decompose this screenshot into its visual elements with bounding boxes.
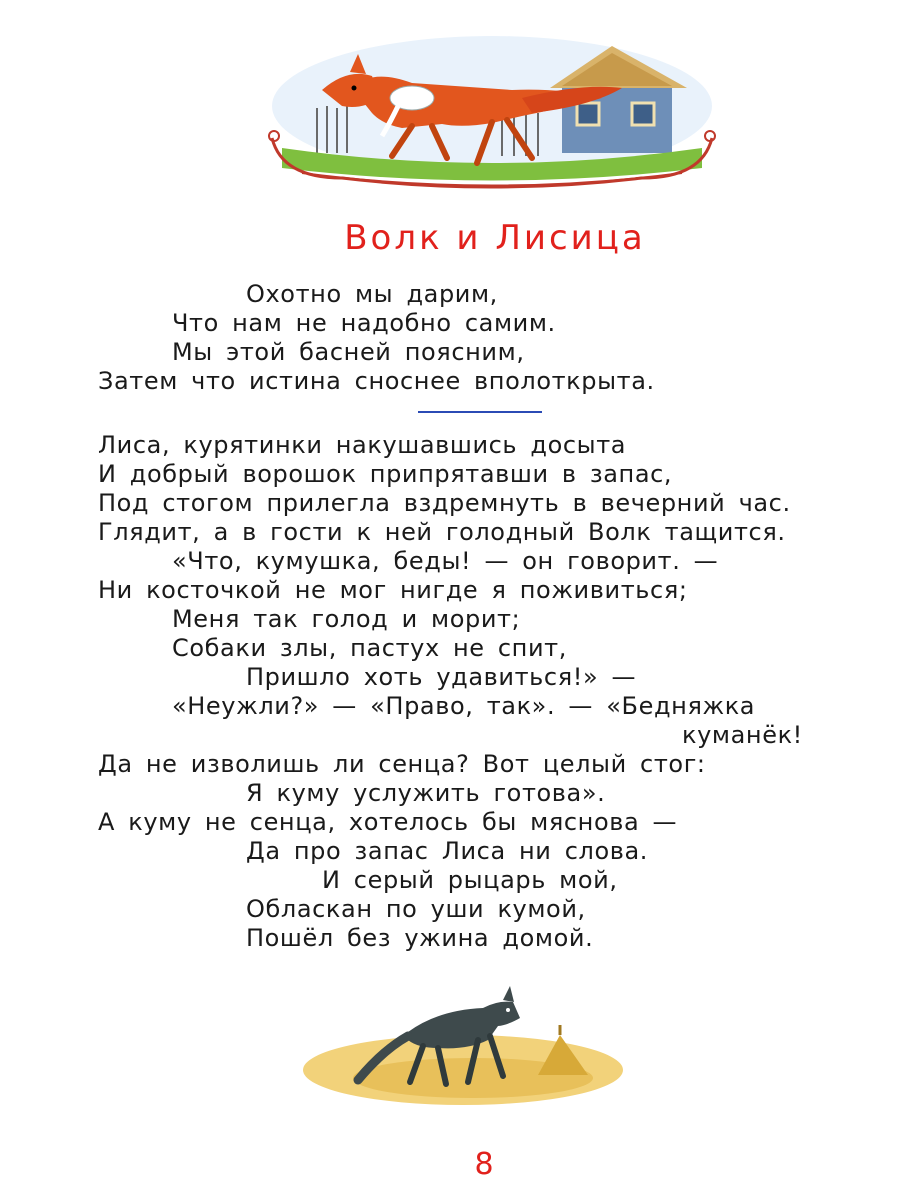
fable-line: И серый рыцарь мой, <box>322 866 618 894</box>
fable-line: И добрый ворошок припрятавши в запас, <box>98 460 673 488</box>
fable-line: куманёк! <box>682 721 803 749</box>
fable-line: Обласкан по уши кумой, <box>246 895 586 923</box>
fable-line: «Неужли?» — «Право, так». — «Бедняжка <box>172 692 756 720</box>
moral-line: Мы этой басней поясним, <box>172 338 525 366</box>
fable-line: Под стогом прилегла вздремнуть в вечерний час. <box>98 489 791 517</box>
moral-line: Что нам не надобно самим. <box>172 309 556 337</box>
wolf-illustration-icon <box>298 970 628 1110</box>
fable-line: Пошёл без ужина домой. <box>246 924 594 952</box>
fable-line: Лиса, курятинки накушавшись досыта <box>98 431 627 459</box>
fable-line: Собаки злы, пастух не спит, <box>172 634 567 662</box>
fable-line: Да про запас Лиса ни слова. <box>246 837 649 865</box>
section-divider <box>418 411 542 413</box>
moral-line: Охотно мы дарим, <box>246 280 498 308</box>
page-number: 8 <box>474 1147 494 1182</box>
page-title: Волк и Лисица <box>344 218 646 258</box>
fable-line: Ни косточкой не мог нигде я поживиться; <box>98 576 688 604</box>
fable-line: Пришло хоть удавиться!» — <box>246 663 637 691</box>
fable-line: Меня так голод и морит; <box>172 605 521 633</box>
fable-line: «Что, кумушка, беды! — он говорит. — <box>172 547 719 575</box>
fox-illustration-icon <box>262 28 722 198</box>
fable-line: Да не изволишь ли сенца? Вот целый стог: <box>98 750 706 778</box>
fable-line: Глядит, а в гости к ней голодный Волк тащится. <box>98 518 786 546</box>
fable-line: А куму не сенца, хотелось бы мяснова — <box>98 808 678 836</box>
fable-line: Я куму услужить готова». <box>246 779 606 807</box>
moral-line: Затем что истина сноснее вполоткрыта. <box>98 367 655 395</box>
